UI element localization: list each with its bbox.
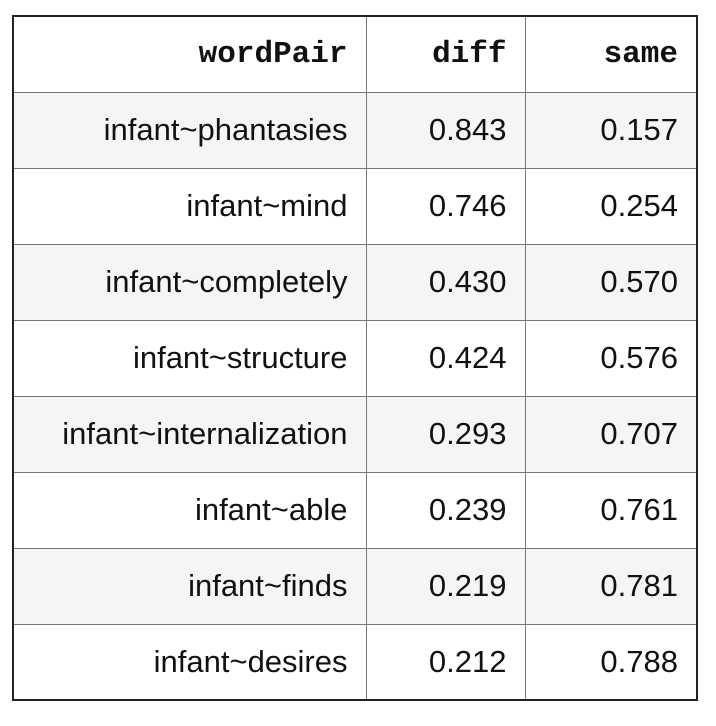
data-table-container	[12, 15, 696, 701]
table-row	[13, 168, 697, 244]
cell-same: 0.707	[525, 396, 697, 472]
column-header-same: same	[525, 16, 697, 92]
cell-diff: 0.843	[366, 92, 525, 168]
cell-same: 0.570	[525, 244, 697, 320]
table-header	[13, 16, 697, 92]
cell-diff: 0.239	[366, 472, 525, 548]
cell-diff: 0.424	[366, 320, 525, 396]
cell-diff: 0.746	[366, 168, 525, 244]
cell-wordpair: infant~internalization	[13, 396, 366, 472]
table-row	[13, 472, 697, 548]
cell-same: 0.254	[525, 168, 697, 244]
cell-wordpair: infant~able	[13, 472, 366, 548]
cell-wordpair: infant~completely	[13, 244, 366, 320]
table-row	[13, 320, 697, 396]
cell-wordpair: infant~mind	[13, 168, 366, 244]
cell-same: 0.157	[525, 92, 697, 168]
header-row	[13, 16, 697, 92]
cell-wordpair: infant~phantasies	[13, 92, 366, 168]
cell-wordpair: infant~finds	[13, 548, 366, 624]
cell-same: 0.761	[525, 472, 697, 548]
cell-diff: 0.293	[366, 396, 525, 472]
cell-same: 0.576	[525, 320, 697, 396]
table-row	[13, 244, 697, 320]
table-body	[13, 92, 697, 700]
column-header-diff: diff	[366, 16, 525, 92]
table-row	[13, 92, 697, 168]
column-header-wordpair: wordPair	[13, 16, 366, 92]
cell-wordpair: infant~structure	[13, 320, 366, 396]
cell-same: 0.781	[525, 548, 697, 624]
table-row	[13, 624, 697, 700]
cell-wordpair: infant~desires	[13, 624, 366, 700]
cell-same: 0.788	[525, 624, 697, 700]
table-row	[13, 396, 697, 472]
cell-diff: 0.212	[366, 624, 525, 700]
cell-diff: 0.430	[366, 244, 525, 320]
cell-diff: 0.219	[366, 548, 525, 624]
data-table	[12, 15, 698, 701]
table-row	[13, 548, 697, 624]
